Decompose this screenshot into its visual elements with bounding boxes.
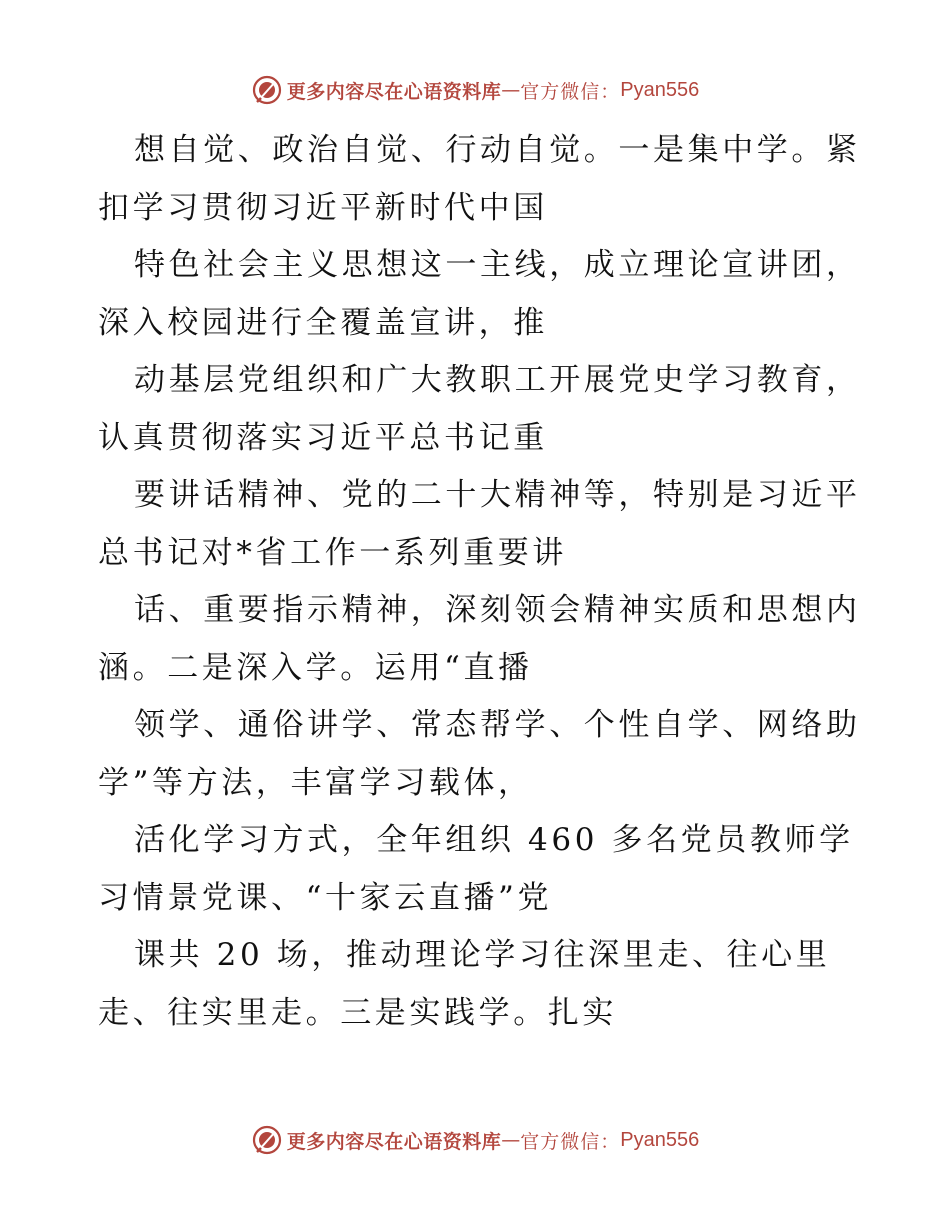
document-body	[98, 122, 861, 1042]
pen-logo-icon	[251, 1124, 283, 1156]
watermark-handle: Pyan556	[620, 78, 700, 101]
text-line: 扣学习贯彻习近平新时代中国	[98, 189, 548, 226]
text-line: 特色社会主义思想这一主线，成立理论宣讲团，	[134, 247, 861, 283]
text-line: 总书记对*省工作一系列重要讲	[98, 534, 567, 571]
text-line: 要讲话精神、党的二十大精神等，特别是习近平	[134, 477, 861, 513]
watermark-separator: —	[501, 79, 521, 101]
text-line: 领学、通俗讲学、常态帮学、个性自学、网络助	[134, 707, 861, 743]
text-line: 话、重要指示精神，深刻领会精神实质和思想内	[134, 592, 861, 628]
text-line: 涵。二是深入学。运用“直播	[98, 649, 533, 686]
watermark-label: 官方微信：	[520, 80, 621, 103]
text-line: 认真贯彻落实习近平总书记重	[98, 419, 548, 456]
text-line: 学”等方法，丰富学习载体，	[98, 764, 533, 801]
text-line: 动基层党组织和广大教职工开展党史学习教育，	[134, 362, 861, 398]
text-line: 活化学习方式，全年组织 460 多名党员教师学	[134, 822, 854, 858]
pen-logo-icon	[251, 74, 283, 106]
watermark-handle: Pyan556	[620, 1128, 700, 1151]
text-line: 习情景党课、“十家云直播”党	[98, 879, 553, 916]
text-line: 想自觉、政治自觉、行动自觉。一是集中学。紧	[134, 132, 861, 168]
watermark-label: 官方微信：	[520, 1130, 621, 1153]
watermark-separator: —	[501, 1129, 521, 1151]
text-line: 课共 20 场，推动理论学习往深里走、往心里	[134, 937, 831, 973]
header-watermark	[0, 70, 950, 110]
watermark-brand: 更多内容尽在心语资料库	[286, 1130, 502, 1153]
footer-watermark	[0, 1120, 950, 1160]
watermark-brand: 更多内容尽在心语资料库	[286, 80, 502, 103]
text-line: 深入校园进行全覆盖宣讲，推	[98, 304, 548, 341]
text-line: 走、往实里走。三是实践学。扎实	[98, 994, 617, 1031]
